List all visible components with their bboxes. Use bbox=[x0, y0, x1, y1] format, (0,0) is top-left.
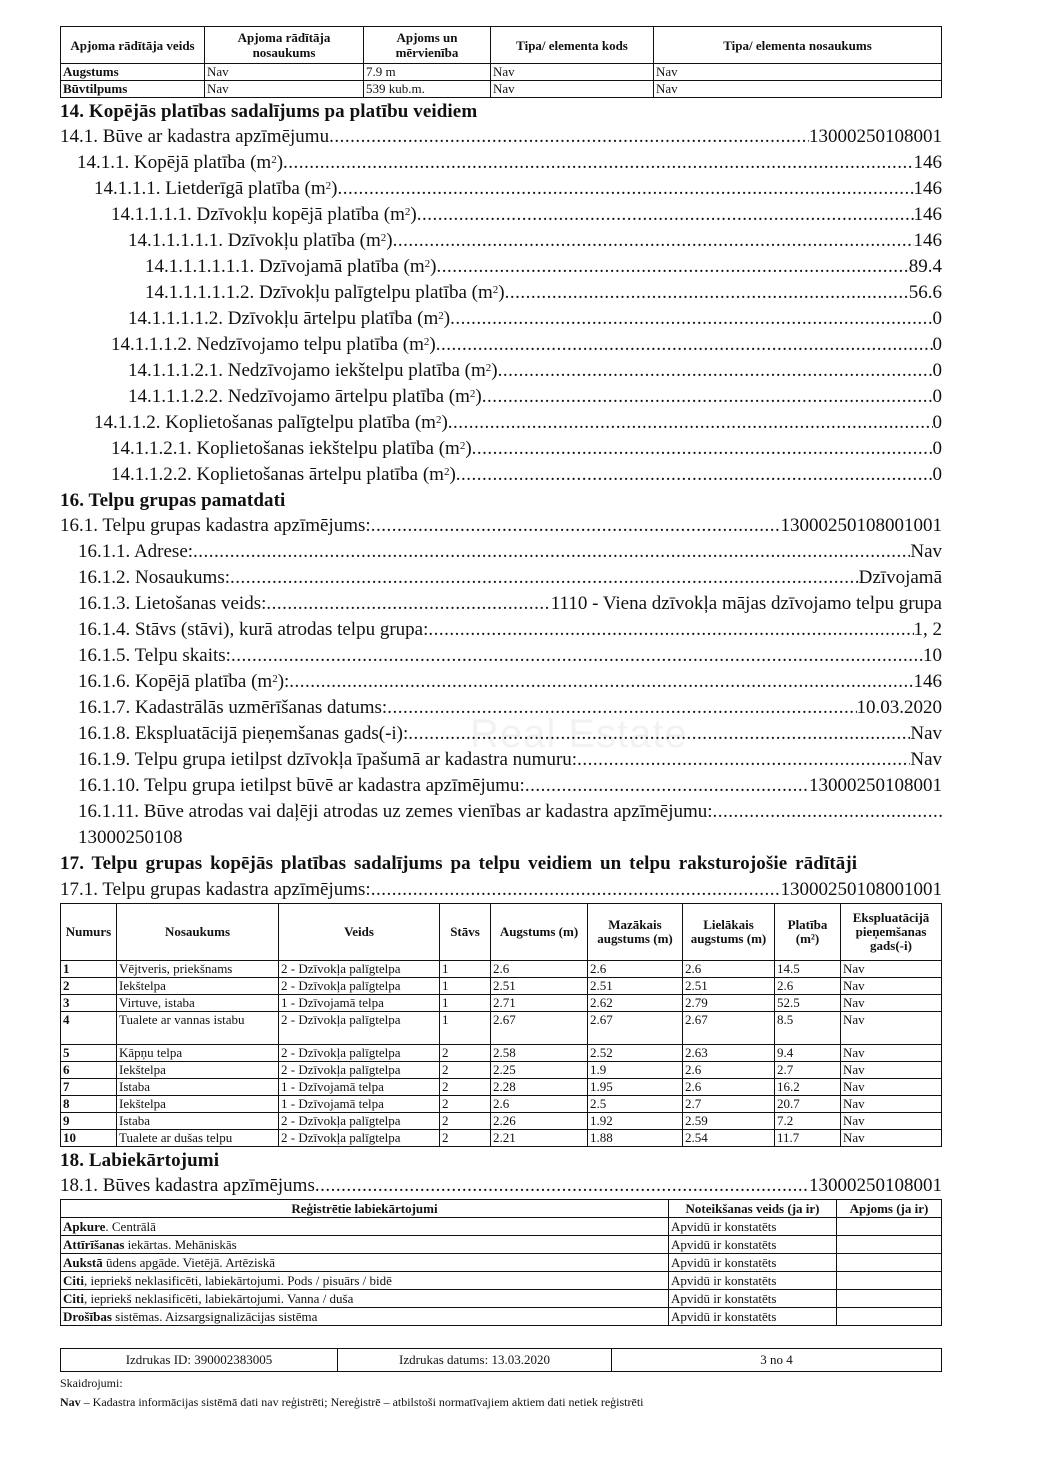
table-cell: 2.6 bbox=[588, 961, 683, 978]
table-cell: Nav bbox=[841, 995, 942, 1012]
section-16-list bbox=[60, 513, 942, 825]
dot-leader bbox=[448, 410, 933, 436]
table-cell: Nav bbox=[205, 64, 364, 81]
dot-leader bbox=[450, 306, 932, 332]
row-label: 16.1.8. Ekspluatācijā pieņemšanas gads(-i): bbox=[78, 723, 409, 744]
table-cell: 7 bbox=[61, 1079, 117, 1096]
dot-leader bbox=[525, 773, 809, 799]
amenity-detail: . Centrālā bbox=[105, 1219, 156, 1234]
table-cell: Tualete ar vannas istabu bbox=[117, 1012, 279, 1045]
table-cell: Nav bbox=[841, 1062, 942, 1079]
print-id: Izdrukas ID: 390002383005 bbox=[61, 1349, 338, 1372]
amount bbox=[837, 1272, 942, 1290]
leader-row bbox=[60, 202, 942, 228]
dot-leader bbox=[329, 124, 809, 150]
determination-method: Apvidū ir konstatēts bbox=[669, 1236, 837, 1254]
leader-row bbox=[60, 280, 942, 306]
table-cell: 2.6 bbox=[683, 1062, 775, 1079]
amenity-detail: , iepriekš neklasificēti, labiekārtojumi. Pods / pisuārs / bidē bbox=[83, 1273, 392, 1288]
table-cell: Nav bbox=[654, 64, 942, 81]
table-row bbox=[61, 1113, 942, 1130]
table-cell: 1.95 bbox=[588, 1079, 683, 1096]
dot-leader bbox=[283, 150, 913, 176]
dot-leader bbox=[498, 358, 933, 384]
table-cell: 2 - Dzīvokļa palīgtelpa bbox=[279, 961, 440, 978]
leader-row bbox=[60, 799, 942, 825]
column-header: Ekspluatācijā pieņemšanas gads(-i) bbox=[841, 904, 942, 961]
table-cell: Nav bbox=[841, 1113, 942, 1130]
row-value: 0 bbox=[932, 386, 942, 407]
row-value: 146 bbox=[913, 671, 942, 692]
amount bbox=[837, 1308, 942, 1326]
table-row bbox=[61, 1272, 942, 1290]
table-cell: 2.6 bbox=[491, 961, 588, 978]
leader-row bbox=[60, 721, 942, 747]
table-cell: 14.5 bbox=[775, 961, 841, 978]
amenity-detail: sistēmas. Aizsargsignalizācijas sistēma bbox=[111, 1309, 318, 1324]
dot-leader bbox=[577, 747, 910, 773]
table-cell: Kāpņu telpa bbox=[117, 1045, 279, 1062]
column-header: Numurs bbox=[61, 904, 117, 961]
amenity-category: Attīrīšanas bbox=[63, 1237, 125, 1252]
leader-row bbox=[60, 513, 942, 539]
row-label: 14.1.1.1.1.1. Dzīvokļu platība $(m^2)$ bbox=[128, 230, 393, 251]
leader-row bbox=[60, 306, 942, 332]
column-header: Veids bbox=[279, 904, 440, 961]
leader-row bbox=[60, 669, 942, 695]
table-cell: 2.25 bbox=[491, 1062, 588, 1079]
leader-row bbox=[60, 228, 942, 254]
dot-leader bbox=[482, 384, 933, 410]
dot-leader bbox=[437, 254, 909, 280]
row-label: 14.1.1.1.2. Nedzīvojamo telpu platība $(m^2)$ bbox=[111, 334, 436, 355]
row-label: 16.1. Telpu grupas kadastra apzīmējums: bbox=[60, 515, 371, 536]
amenity-category: Aukstā bbox=[63, 1255, 103, 1270]
row-label: 14.1. Būve ar kadastra apzīmējumu bbox=[60, 126, 330, 147]
table-cell: 3 bbox=[61, 995, 117, 1012]
row-value: 13000250108001 bbox=[809, 126, 942, 147]
table-row bbox=[61, 1062, 942, 1079]
amenities-table-header bbox=[61, 1200, 942, 1218]
dot-leader bbox=[436, 332, 933, 358]
table-row bbox=[61, 1290, 942, 1308]
table-cell: Virtuve, istaba bbox=[117, 995, 279, 1012]
table-cell: 2 bbox=[440, 1130, 491, 1147]
table-row bbox=[61, 1254, 942, 1272]
print-footer bbox=[60, 1348, 942, 1372]
row-label: 16.1.9. Telpu grupa ietilpst dzīvokļa īpašumā ar kadastra numuru: bbox=[78, 749, 578, 770]
row-value: 10.03.2020 bbox=[856, 697, 942, 718]
table-cell: 2 bbox=[440, 1079, 491, 1096]
table-cell: 1 - Dzīvojamā telpa bbox=[279, 995, 440, 1012]
row-label: 14.1.1.2. Koplietošanas palīgtelpu platība $(m^2)$ bbox=[94, 412, 448, 433]
amenity-category: Apkure bbox=[63, 1219, 106, 1234]
row-label: 16.1.2. Nosaukums: bbox=[78, 567, 230, 588]
table-cell: 7.9 m bbox=[364, 64, 491, 81]
determination-method: Apvidū ir konstatēts bbox=[669, 1290, 837, 1308]
table-row bbox=[61, 978, 942, 995]
table-cell: Nav bbox=[491, 64, 654, 81]
table-row bbox=[61, 1079, 942, 1096]
row-value: 146 bbox=[913, 204, 942, 225]
table-cell: 9.4 bbox=[775, 1045, 841, 1062]
page-number: 3 no 4 bbox=[612, 1349, 942, 1372]
amount bbox=[837, 1254, 942, 1272]
amount bbox=[837, 1218, 942, 1236]
table-cell: 2 - Dzīvokļa palīgtelpa bbox=[279, 1113, 440, 1130]
dot-leader bbox=[472, 436, 933, 462]
column-header: Mazākais augstums (m) bbox=[588, 904, 683, 961]
table-row bbox=[61, 961, 942, 978]
leader-row bbox=[60, 176, 942, 202]
leader-row bbox=[60, 747, 942, 773]
column-header: Reģistrētie labiekārtojumi bbox=[61, 1200, 669, 1218]
table-cell: 2.58 bbox=[491, 1045, 588, 1062]
row-value: Nav bbox=[910, 541, 942, 562]
table-cell: 539 kub.m. bbox=[364, 81, 491, 98]
column-header: Noteikšanas veids (ja ir) bbox=[669, 1200, 837, 1218]
amount bbox=[837, 1290, 942, 1308]
column-header: Apjoms (ja ir) bbox=[837, 1200, 942, 1218]
leader-row bbox=[60, 124, 942, 150]
table-cell: 2 bbox=[440, 1096, 491, 1113]
dot-leader bbox=[231, 643, 923, 669]
table-cell: Nav bbox=[205, 81, 364, 98]
column-header: Stāvs bbox=[440, 904, 491, 961]
table-cell: 2.51 bbox=[588, 978, 683, 995]
leader-row bbox=[60, 332, 942, 358]
table-row bbox=[61, 1012, 942, 1045]
table-row bbox=[61, 995, 942, 1012]
dot-leader bbox=[193, 539, 910, 565]
table-cell: 2.6 bbox=[491, 1096, 588, 1113]
table-cell: Istaba bbox=[117, 1079, 279, 1096]
leader-row bbox=[60, 462, 942, 488]
row-value: 13000250108001001 bbox=[780, 515, 942, 536]
row-label: 14.1.1.1.2.1. Nedzīvojamo iekštelpu platība $(m^2)$ bbox=[128, 360, 498, 381]
print-date: Izdrukas datums: 13.03.2020 bbox=[338, 1349, 612, 1372]
table-cell: 1 bbox=[440, 1012, 491, 1045]
row-value: 0 bbox=[932, 438, 942, 459]
row-label: 14.1.1.2.1. Koplietošanas iekštelpu platība $(m^2)$ bbox=[111, 438, 472, 459]
row-label: 14.1.1.1.2.2. Nedzīvojamo ārtelpu platība $(m^2)$ bbox=[128, 386, 482, 407]
column-header: Apjoma rādītāja nosaukums bbox=[205, 27, 364, 64]
row-value: Dzīvojamā bbox=[858, 567, 942, 588]
table-cell: 2.5 bbox=[588, 1096, 683, 1113]
table-cell: 2.79 bbox=[683, 995, 775, 1012]
dot-leader bbox=[417, 202, 914, 228]
print-footer-row bbox=[61, 1349, 942, 1372]
determination-method: Apvidū ir konstatēts bbox=[669, 1254, 837, 1272]
table-cell: 2 bbox=[440, 1113, 491, 1130]
row-label: 16.1.5. Telpu skaits: bbox=[78, 645, 231, 666]
table-cell: 2.67 bbox=[588, 1012, 683, 1045]
amenity-category: Citi bbox=[63, 1273, 84, 1288]
dot-leader bbox=[393, 228, 914, 254]
table-cell: 2 - Dzīvokļa palīgtelpa bbox=[279, 1012, 440, 1045]
amenity-name bbox=[61, 1290, 669, 1308]
leader-row bbox=[60, 617, 942, 643]
amenity-category: Citi bbox=[63, 1291, 84, 1306]
table-cell: 9 bbox=[61, 1113, 117, 1130]
table-cell: 2 - Dzīvokļa palīgtelpa bbox=[279, 1130, 440, 1147]
row-label: 16.1.6. Kopējā platība $(m^2)$: bbox=[78, 671, 290, 692]
row-value: 1, 2 bbox=[913, 619, 942, 640]
row-value: 0 bbox=[932, 412, 942, 433]
row-value: 146 bbox=[913, 230, 942, 251]
dot-leader bbox=[266, 591, 550, 617]
row-value: 89.4 bbox=[908, 256, 942, 277]
row-value: 0 bbox=[932, 360, 942, 381]
volume-table-header bbox=[61, 27, 942, 64]
row-label: 14.1.1. Kopējā platība $(m^2)$ bbox=[77, 152, 284, 173]
amenity-name bbox=[61, 1308, 669, 1326]
row-label: 14.1.1.1.1.2. Dzīvokļu ārtelpu platība $(m^2)$ bbox=[128, 308, 451, 329]
table-cell: 1 - Dzīvojamā telpa bbox=[279, 1079, 440, 1096]
table-cell: 4 bbox=[61, 1012, 117, 1045]
row-value: 13000250108001 bbox=[809, 775, 942, 796]
amenity-detail: , iepriekš neklasificēti, labiekārtojumi. Vanna / duša bbox=[83, 1291, 354, 1306]
amenity-detail: ūdens apgāde. Vietējā. Artēziskā bbox=[102, 1255, 275, 1270]
dot-leader bbox=[387, 695, 856, 721]
table-cell: Vējtveris, priekšnams bbox=[117, 961, 279, 978]
table-cell: 2.28 bbox=[491, 1079, 588, 1096]
table-cell: Iekštelpa bbox=[117, 1062, 279, 1079]
table-cell: Augstums bbox=[61, 64, 205, 81]
table-cell: Iekštelpa bbox=[117, 978, 279, 995]
row-label: 16.1.4. Stāvs (stāvi), kurā atrodas telpu grupa: bbox=[78, 619, 429, 640]
section-18-title: 18. Labiekārtojumi bbox=[60, 1150, 220, 1171]
row-value: 146 bbox=[913, 152, 942, 173]
section-14-title: 14. Kopējās platības sadalījums pa platību veidiem bbox=[60, 101, 478, 122]
column-header: Apjoms un mērvienība bbox=[364, 27, 491, 64]
nav-term: Nav bbox=[60, 1395, 81, 1409]
row-label: 16.1.11. Būve atrodas vai daļēji atrodas uz zemes vienības ar kadastra apzīmējumu: bbox=[78, 801, 713, 822]
dot-leader bbox=[713, 799, 942, 825]
row-label: 14.1.1.2.2. Koplietošanas ārtelpu platība $(m^2)$ bbox=[111, 464, 456, 485]
table-cell: 20.7 bbox=[775, 1096, 841, 1113]
table-cell: Nav bbox=[841, 1096, 942, 1113]
leader-row bbox=[60, 358, 942, 384]
table-cell: 1.88 bbox=[588, 1130, 683, 1147]
table-cell: 2.62 bbox=[588, 995, 683, 1012]
determination-method: Apvidū ir konstatēts bbox=[669, 1272, 837, 1290]
amenity-name bbox=[61, 1254, 669, 1272]
row-label: 16.1.10. Telpu grupa ietilpst būvē ar kadastra apzīmējumu: bbox=[78, 775, 525, 796]
table-cell: 1 bbox=[440, 995, 491, 1012]
table-row bbox=[61, 1045, 942, 1062]
table-cell: Nav bbox=[841, 1012, 942, 1045]
table-cell: 5 bbox=[61, 1045, 117, 1062]
determination-method: Apvidū ir konstatēts bbox=[669, 1218, 837, 1236]
table-cell: 2 - Dzīvokļa palīgtelpa bbox=[279, 1045, 440, 1062]
table-row bbox=[61, 64, 942, 81]
table-cell: 2.7 bbox=[775, 1062, 841, 1079]
leader-row bbox=[60, 565, 942, 591]
table-cell: 2.59 bbox=[683, 1113, 775, 1130]
table-cell: 2.6 bbox=[683, 1079, 775, 1096]
leader-row bbox=[60, 436, 942, 462]
section-18-cadastre: 18.1. Būves kadastra apzīmējums ..... 13000250108001 bbox=[60, 1173, 942, 1199]
row-label: 16.1.7. Kadastrālās uzmērīšanas datums: bbox=[78, 697, 388, 718]
rooms-table bbox=[60, 903, 942, 1147]
table-cell: 1 bbox=[440, 978, 491, 995]
section-17-cadastre: 17.1. Telpu grupas kadastra apzīmējums: ..... 13000250108001001 bbox=[60, 877, 942, 903]
table-row bbox=[61, 1236, 942, 1254]
leader-row bbox=[60, 539, 942, 565]
row-value: 0 bbox=[932, 334, 942, 355]
column-header: Lielākais augstums (m) bbox=[683, 904, 775, 961]
table-cell: 2.51 bbox=[683, 978, 775, 995]
amenity-name bbox=[61, 1272, 669, 1290]
table-cell: 52.5 bbox=[775, 995, 841, 1012]
amenities-table-body bbox=[61, 1218, 942, 1326]
table-cell: 1.9 bbox=[588, 1062, 683, 1079]
table-cell: 2.7 bbox=[683, 1096, 775, 1113]
land-cadastre-value: 13000250108 bbox=[78, 827, 183, 848]
dot-leader bbox=[456, 462, 933, 488]
table-cell: 2.26 bbox=[491, 1113, 588, 1130]
column-header: Tipa/ elementa nosaukums bbox=[654, 27, 942, 64]
table-cell: Nav bbox=[841, 978, 942, 995]
table-cell: 2 bbox=[440, 1062, 491, 1079]
column-header: Apjoma rādītāja veids bbox=[61, 27, 205, 64]
dot-leader bbox=[428, 617, 913, 643]
table-cell: 8 bbox=[61, 1096, 117, 1113]
leader-row bbox=[60, 150, 942, 176]
leader-row bbox=[60, 643, 942, 669]
amenity-detail: iekārtas. Mehāniskās bbox=[124, 1237, 237, 1252]
table-cell: 10 bbox=[61, 1130, 117, 1147]
leader-row bbox=[60, 410, 942, 436]
table-row bbox=[61, 81, 942, 98]
amenity-category: Drošības bbox=[63, 1309, 112, 1324]
row-value: 1110 - Viena dzīvokļa mājas dzīvojamo telpu grupa bbox=[550, 593, 942, 614]
table-cell: Nav bbox=[841, 1045, 942, 1062]
table-cell: 2.6 bbox=[775, 978, 841, 995]
column-header: Platība (m²) bbox=[775, 904, 841, 961]
table-cell: Nav bbox=[654, 81, 942, 98]
dot-leader bbox=[230, 565, 859, 591]
table-cell: 1 bbox=[61, 961, 117, 978]
table-row bbox=[61, 1218, 942, 1236]
table-cell: Būvtilpums bbox=[61, 81, 205, 98]
dot-leader bbox=[408, 721, 910, 747]
table-cell: 6 bbox=[61, 1062, 117, 1079]
leader-row bbox=[60, 254, 942, 280]
table-cell: 1 bbox=[440, 961, 491, 978]
table-cell: 1 - Dzīvojamā telpa bbox=[279, 1096, 440, 1113]
table-row bbox=[61, 1096, 942, 1113]
rooms-table-header bbox=[61, 904, 942, 961]
table-cell: Tualete ar dušas telpu bbox=[117, 1130, 279, 1147]
table-row bbox=[61, 1308, 942, 1326]
row-value: 56.6 bbox=[908, 282, 942, 303]
table-cell: 2.67 bbox=[491, 1012, 588, 1045]
row-label: 14.1.1.1.1. Dzīvokļu kopējā platība $(m^2)$ bbox=[111, 204, 417, 225]
dot-leader bbox=[505, 280, 909, 306]
row-label: 16.1.3. Lietošanas veids: bbox=[78, 593, 267, 614]
row-value: 146 bbox=[913, 178, 942, 199]
section-16-title: 16. Telpu grupas pamatdati bbox=[60, 490, 286, 511]
section-17-title: 17. Telpu grupas kopējās platības sadalījums pa telpu veidiem un telpu raksturojošie rādītāji bbox=[60, 853, 858, 874]
table-cell: 2.21 bbox=[491, 1130, 588, 1147]
document-page bbox=[60, 26, 942, 1412]
explanations-label: Skaidrojumi: bbox=[60, 1376, 123, 1390]
table-cell: Istaba bbox=[117, 1113, 279, 1130]
leader-row bbox=[60, 695, 942, 721]
table-cell: 2 bbox=[440, 1045, 491, 1062]
table-cell: Nav bbox=[491, 81, 654, 98]
dot-leader bbox=[337, 176, 913, 202]
row-label: 16.1.1. Adrese: bbox=[78, 541, 194, 562]
leader-row bbox=[60, 773, 942, 799]
table-cell: 2 - Dzīvokļa palīgtelpa bbox=[279, 1062, 440, 1079]
table-cell: Nav bbox=[841, 961, 942, 978]
table-cell: 11.7 bbox=[775, 1130, 841, 1147]
amenity-name bbox=[61, 1218, 669, 1236]
column-header: Tipa/ elementa kods bbox=[491, 27, 654, 64]
row-value: 0 bbox=[932, 308, 942, 329]
table-cell: Nav bbox=[841, 1079, 942, 1096]
table-cell: 2.6 bbox=[683, 961, 775, 978]
table-cell: Iekštelpa bbox=[117, 1096, 279, 1113]
row-value: Nav bbox=[910, 749, 942, 770]
table-cell: 8.5 bbox=[775, 1012, 841, 1045]
table-cell: 1.92 bbox=[588, 1113, 683, 1130]
table-cell: 7.2 bbox=[775, 1113, 841, 1130]
section-14-list bbox=[60, 124, 942, 488]
table-cell: 2.71 bbox=[491, 995, 588, 1012]
dot-leader bbox=[289, 669, 913, 695]
rooms-table-body bbox=[61, 961, 942, 1147]
watermark: Real Estate bbox=[470, 712, 688, 756]
table-cell: 2.67 bbox=[683, 1012, 775, 1045]
row-label: 14.1.1.1. Lietderīgā platība $(m^2)$ bbox=[94, 178, 338, 199]
column-header: Augstums (m) bbox=[491, 904, 588, 961]
leader-row bbox=[60, 384, 942, 410]
table-cell: 2.63 bbox=[683, 1045, 775, 1062]
row-label: 14.1.1.1.1.1.2. Dzīvokļu palīgtelpu platība $(m^2)$ bbox=[145, 282, 505, 303]
row-value: 0 bbox=[932, 464, 942, 485]
table-row bbox=[61, 1130, 942, 1147]
table-cell: Nav bbox=[841, 1130, 942, 1147]
row-value: 10 bbox=[923, 645, 942, 666]
amount bbox=[837, 1236, 942, 1254]
row-value: Nav bbox=[910, 723, 942, 744]
determination-method: Apvidū ir konstatēts bbox=[669, 1308, 837, 1326]
table-cell: 2.54 bbox=[683, 1130, 775, 1147]
table-cell: 2 - Dzīvokļa palīgtelpa bbox=[279, 978, 440, 995]
amenity-name bbox=[61, 1236, 669, 1254]
leader-row bbox=[60, 591, 942, 617]
table-cell: 2 bbox=[61, 978, 117, 995]
table-cell: 2.52 bbox=[588, 1045, 683, 1062]
dot-leader bbox=[371, 513, 781, 539]
table-cell: 2.51 bbox=[491, 978, 588, 995]
volume-table bbox=[60, 26, 942, 98]
explanations-text bbox=[60, 1393, 942, 1412]
amenities-table bbox=[60, 1199, 942, 1326]
nav-definition: – Kadastra informācijas sistēmā dati nav reģistrēti; Nereģistrē – atbilstoši normatīvajiem aktiem dati netiek reģistrēti bbox=[80, 1395, 644, 1409]
table-cell: 16.2 bbox=[775, 1079, 841, 1096]
column-header: Nosaukums bbox=[117, 904, 279, 961]
row-label: 14.1.1.1.1.1.1. Dzīvojamā platība $(m^2)$ bbox=[145, 256, 437, 277]
